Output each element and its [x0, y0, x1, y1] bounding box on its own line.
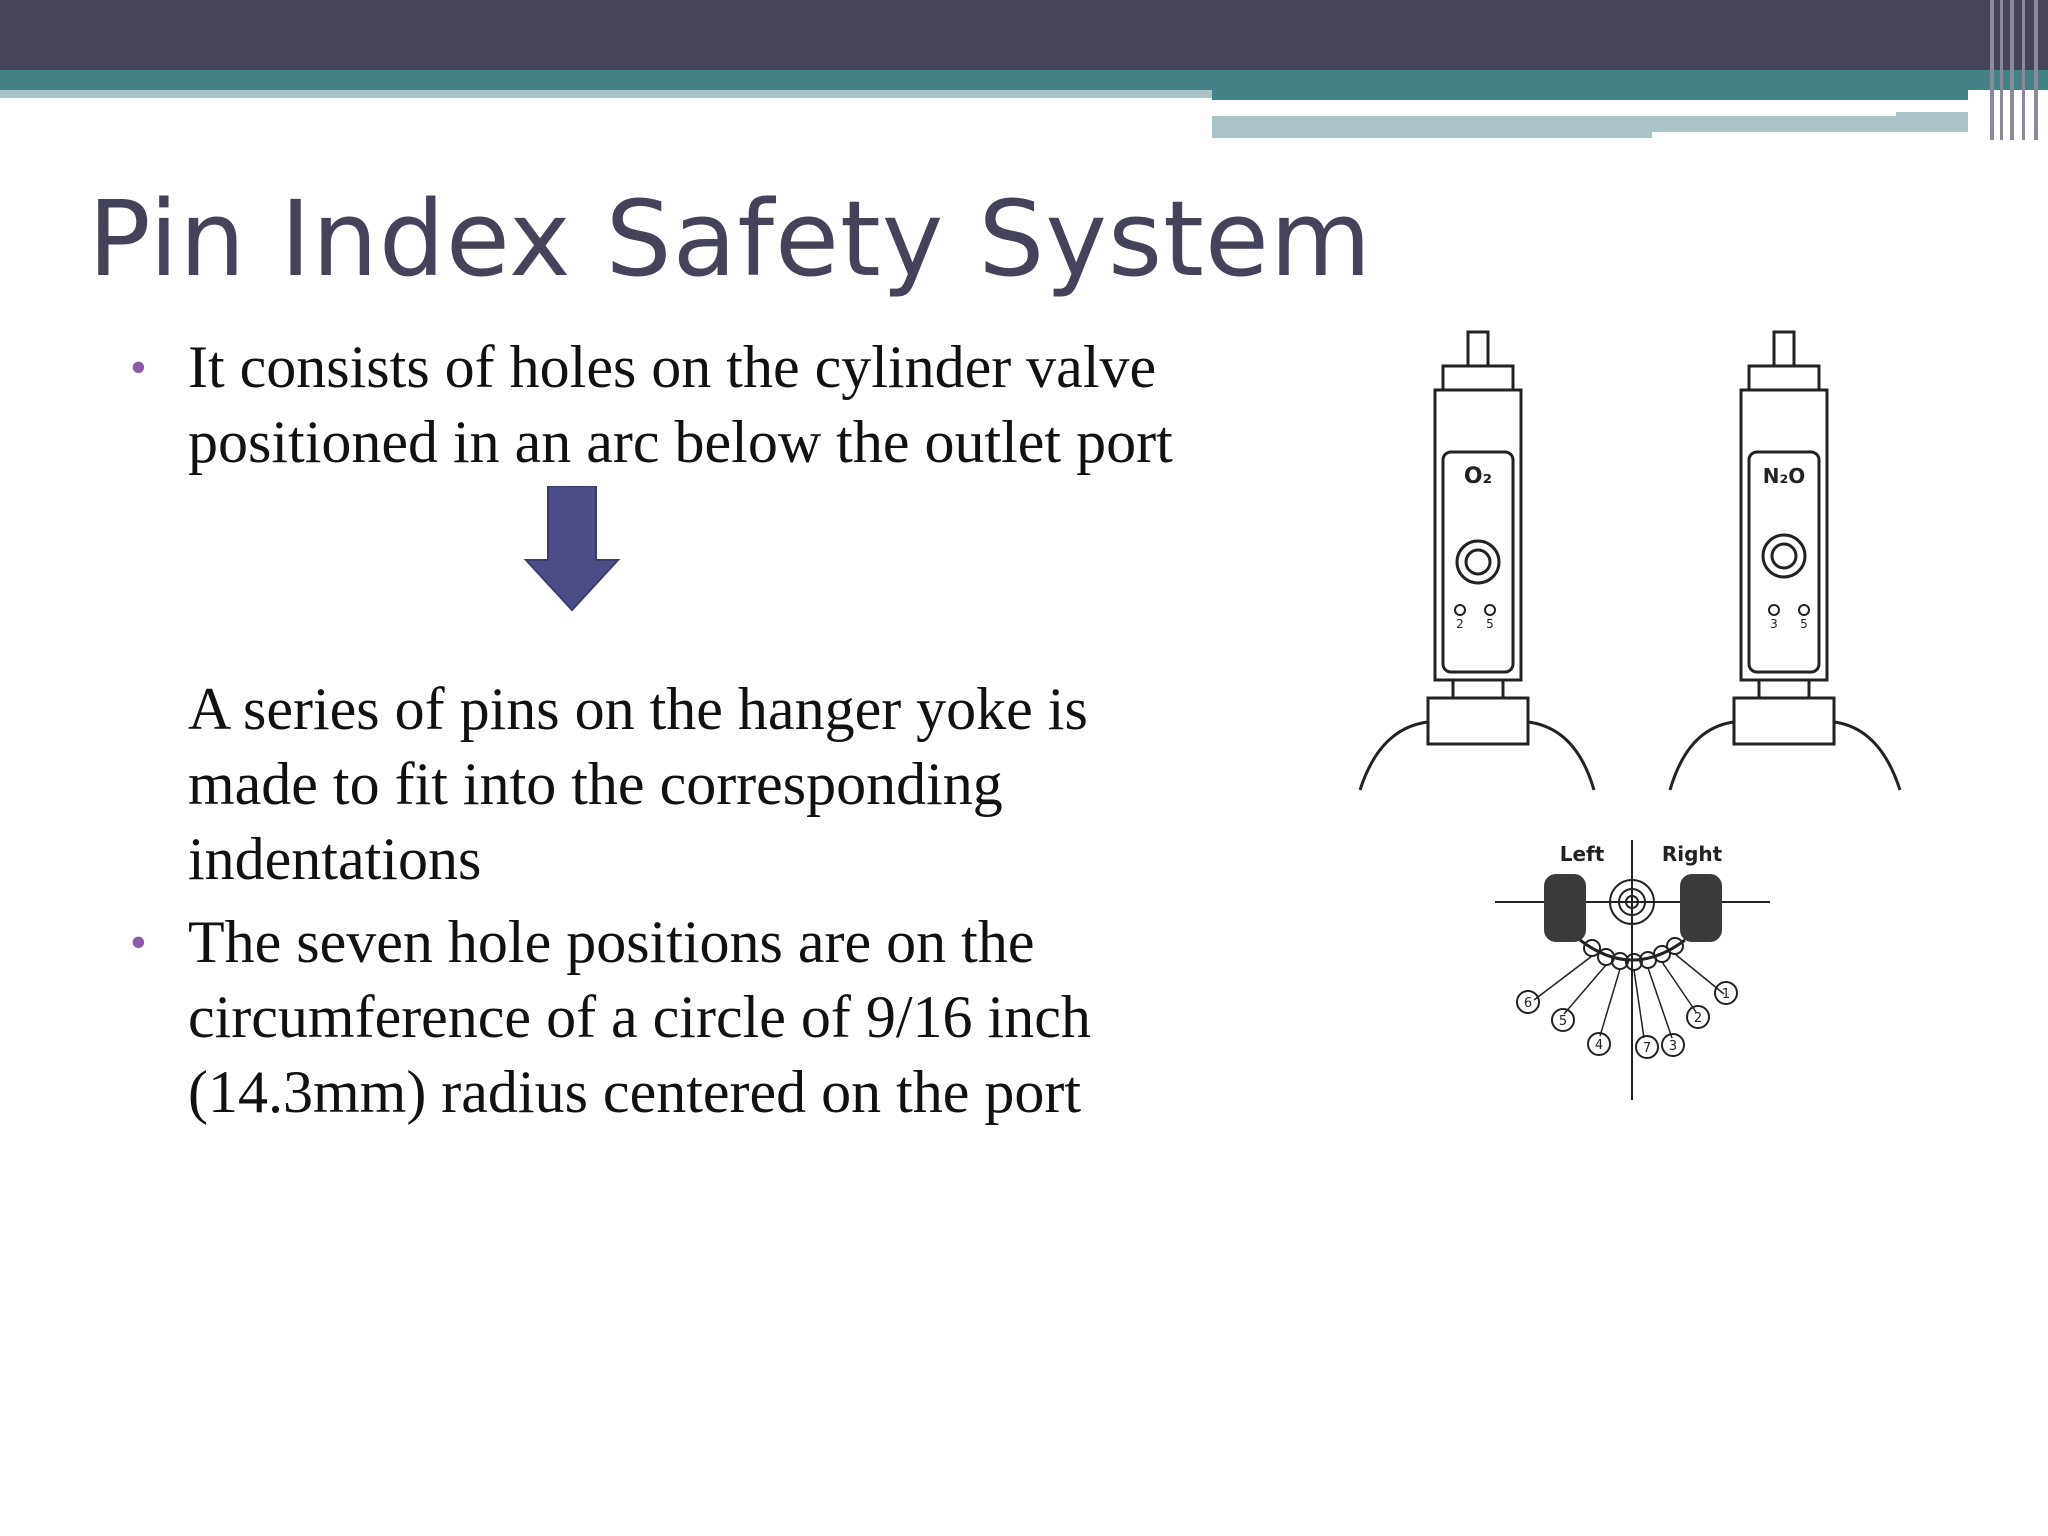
position-number: 1 — [1721, 987, 1731, 1002]
hole-number: 2 — [1456, 617, 1464, 631]
bullet-item — [130, 330, 1190, 480]
position-number: 4 — [1594, 1038, 1604, 1053]
position-number: 7 — [1642, 1041, 1652, 1056]
yoke-diagram — [1495, 840, 1770, 1100]
pin-index-diagram — [1340, 320, 1920, 1140]
bullet-dot: • — [130, 341, 147, 394]
bullet-dot: • — [130, 916, 147, 969]
header-rail — [2000, 0, 2003, 140]
bullet-continuation — [130, 672, 1190, 897]
yoke-position-numbers — [1524, 987, 1730, 1056]
hole-number: 5 — [1800, 617, 1808, 631]
cylinder-label: O₂ — [1463, 464, 1493, 489]
header-bar — [0, 0, 2048, 70]
down-arrow-icon — [522, 486, 622, 612]
cylinder-n2o — [1670, 332, 1900, 790]
cylinder-label: N₂O — [1762, 464, 1806, 488]
slide-title: Pin Index Safety System — [88, 178, 1373, 300]
header-teal-band — [0, 70, 2048, 90]
position-number: 3 — [1668, 1039, 1678, 1054]
hole-number: 3 — [1770, 617, 1778, 631]
bullet-item — [130, 905, 1190, 1130]
hole-number: 5 — [1486, 617, 1494, 631]
position-number: 6 — [1523, 996, 1533, 1011]
bullet-text: The seven hole positions are on the circumference of a circle of 9/16 inch (14.3mm) radius centered on the port — [188, 909, 1091, 1125]
yoke-right-label: Right — [1661, 842, 1723, 866]
slide-body — [130, 330, 1190, 1130]
bullet-text: It consists of holes on the cylinder valve positioned in an arc below the outlet port — [188, 334, 1173, 475]
continuation-text: A series of pins on the hanger yoke is made to fit into the corresponding indentations — [188, 676, 1088, 892]
header-white-line — [1212, 111, 1896, 116]
header-rail — [2034, 0, 2038, 140]
header-light-band — [0, 90, 1212, 98]
header-rail — [1990, 0, 1994, 140]
cylinder-o2 — [1360, 332, 1594, 790]
position-number: 5 — [1558, 1014, 1568, 1029]
header-right-band — [1212, 90, 1968, 100]
header-rail — [2022, 0, 2025, 140]
yoke-left-label: Left — [1559, 842, 1605, 866]
header-rail — [2010, 0, 2014, 140]
position-number: 2 — [1693, 1011, 1703, 1026]
